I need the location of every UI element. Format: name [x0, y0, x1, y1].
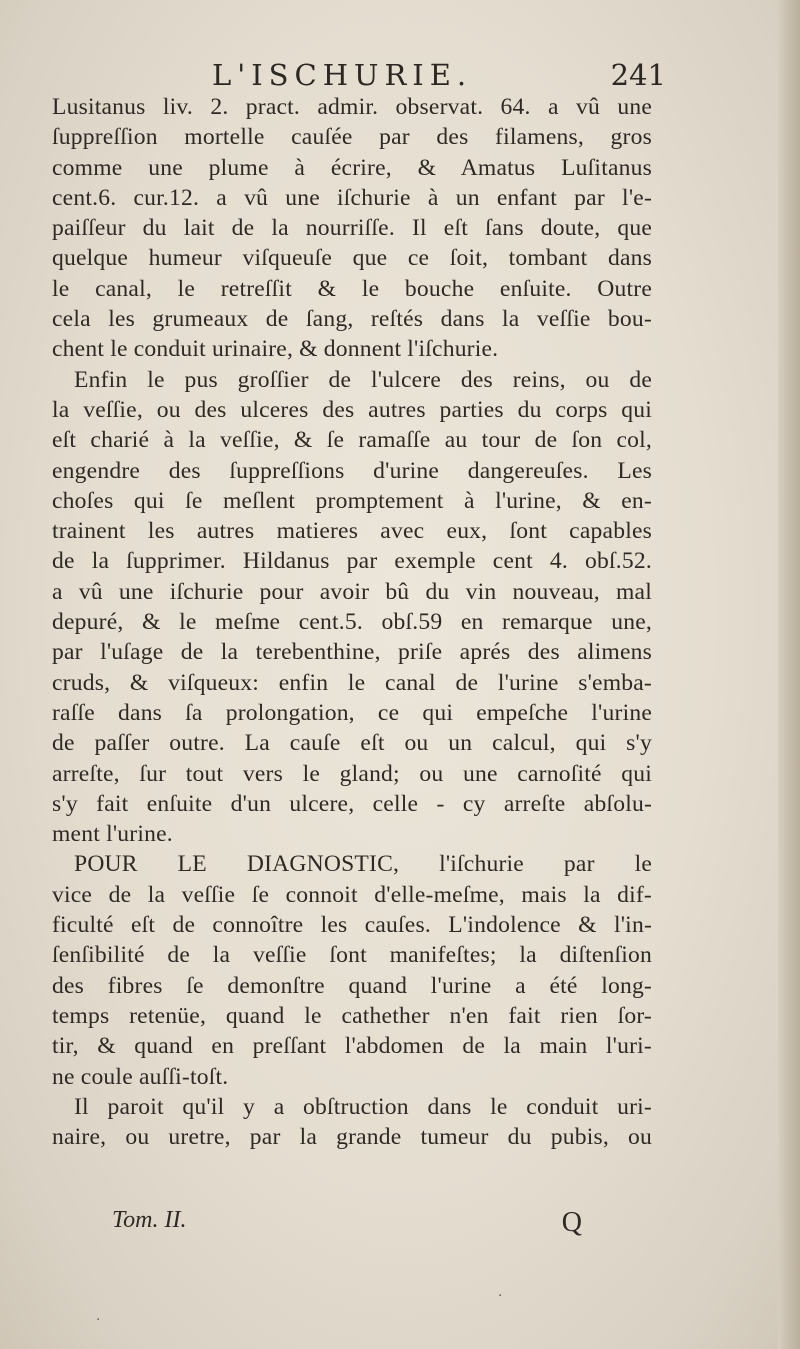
- text-line: de paſſer outre. La cauſe eſt ou un calcul, qui s'y: [52, 730, 652, 757]
- text-line: Enfin le pus groſſier de l'ulcere des reins, ou de: [74, 366, 652, 393]
- text-line: quelque humeur viſqueuſe que ce ſoit, tombant dans: [52, 245, 652, 272]
- page-number: 241: [610, 58, 666, 92]
- text-line: naire, ou uretre, par la grande tumeur du pubis, ou: [52, 1124, 652, 1151]
- text-line: des fibres ſe demonſtre quand l'urine a été long-: [52, 972, 652, 999]
- ink-speck: ·: [498, 1288, 503, 1304]
- running-head: L'ISCHURIE.: [212, 58, 473, 92]
- body-text: [52, 92, 652, 1152]
- text-line: chent le conduit urinaire, & donnent l'iſchurie.: [52, 336, 499, 363]
- text-line: paiſſeur du lait de la nourriſſe. Il eſt ſans doute, que: [52, 215, 652, 242]
- text-line: s'y fait enſuite d'un ulcere, celle - cy arreſte abſolu-: [52, 790, 652, 817]
- signature-mark: Q: [561, 1207, 582, 1238]
- ink-speck: ·: [96, 1312, 101, 1328]
- text-line: Il paroit qu'il y a obſtruction dans le conduit uri-: [74, 1093, 652, 1120]
- text-line: engendre des ſuppreſſions d'urine dangereuſes. Les: [52, 457, 652, 484]
- text-line: le canal, le retreſſit & le bouche enſuite. Outre: [52, 275, 652, 302]
- text-line: cent.6. cur.12. a vû une iſchurie à un enfant par l'e-: [52, 184, 652, 211]
- text-line: cruds, & viſqueux: enfin le canal de l'urine s'emba-: [52, 669, 652, 696]
- text-line: POUR LE DIAGNOSTIC, l'iſchurie par le: [74, 851, 652, 878]
- text-line: arreſte, ſur tout vers le gland; ou une carnoſité qui: [52, 760, 652, 787]
- text-line: comme une plume à écrire, & Amatus Luſitanus: [52, 154, 652, 181]
- page-edge-shadow: [778, 0, 800, 1349]
- text-line: de la ſupprimer. Hildanus par exemple cent 4. obſ.52.: [52, 548, 652, 575]
- volume-mark: Tom. II.: [112, 1207, 187, 1233]
- text-line: raſſe dans ſa prolongation, ce qui empeſche l'urine: [52, 699, 652, 726]
- text-line: a vû une iſchurie pour avoir bû du vin nouveau, mal: [52, 578, 652, 605]
- text-line: ment l'urine.: [52, 821, 173, 848]
- text-line: tir, & quand en preſſant l'abdomen de la main l'uri-: [52, 1033, 652, 1060]
- text-line: trainent les autres matieres avec eux, ſont capables: [52, 518, 652, 545]
- page-footer: [112, 1207, 582, 1243]
- text-line: ne coule auſſi-toſt.: [52, 1063, 229, 1090]
- text-line: la veſſie, ou des ulceres des autres parties du corps qui: [52, 396, 652, 423]
- text-line: depuré, & le meſme cent.5. obſ.59 en remarque une,: [52, 609, 652, 636]
- text-line: eſt charié à la veſſie, & ſe ramaſſe au tour de ſon col,: [52, 427, 652, 454]
- text-line: vice de la veſſie ſe connoit d'elle-meſme, mais la dif-: [52, 881, 652, 908]
- text-line: temps retenüe, quand le cathether n'en fait rien ſor-: [52, 1002, 652, 1029]
- text-line: choſes qui ſe meſlent promptement à l'urine, & en-: [52, 487, 652, 514]
- page-header: [60, 58, 666, 94]
- text-line: cela les grumeaux de ſang, reſtés dans la veſſie bou-: [52, 306, 652, 333]
- text-line: par l'uſage de la terebenthine, priſe aprés des alimens: [52, 639, 652, 666]
- text-line: ficulté eſt de connoître les cauſes. L'indolence & l'in-: [52, 912, 652, 939]
- text-line: ſuppreſſion mortelle cauſée par des filamens, gros: [52, 124, 652, 151]
- text-line: Lusitanus liv. 2. pract. admir. observat. 64. a vû une: [52, 94, 652, 120]
- text-line: ſenſibilité de la veſſie ſont manifeſtes; la diſtenſion: [52, 942, 652, 969]
